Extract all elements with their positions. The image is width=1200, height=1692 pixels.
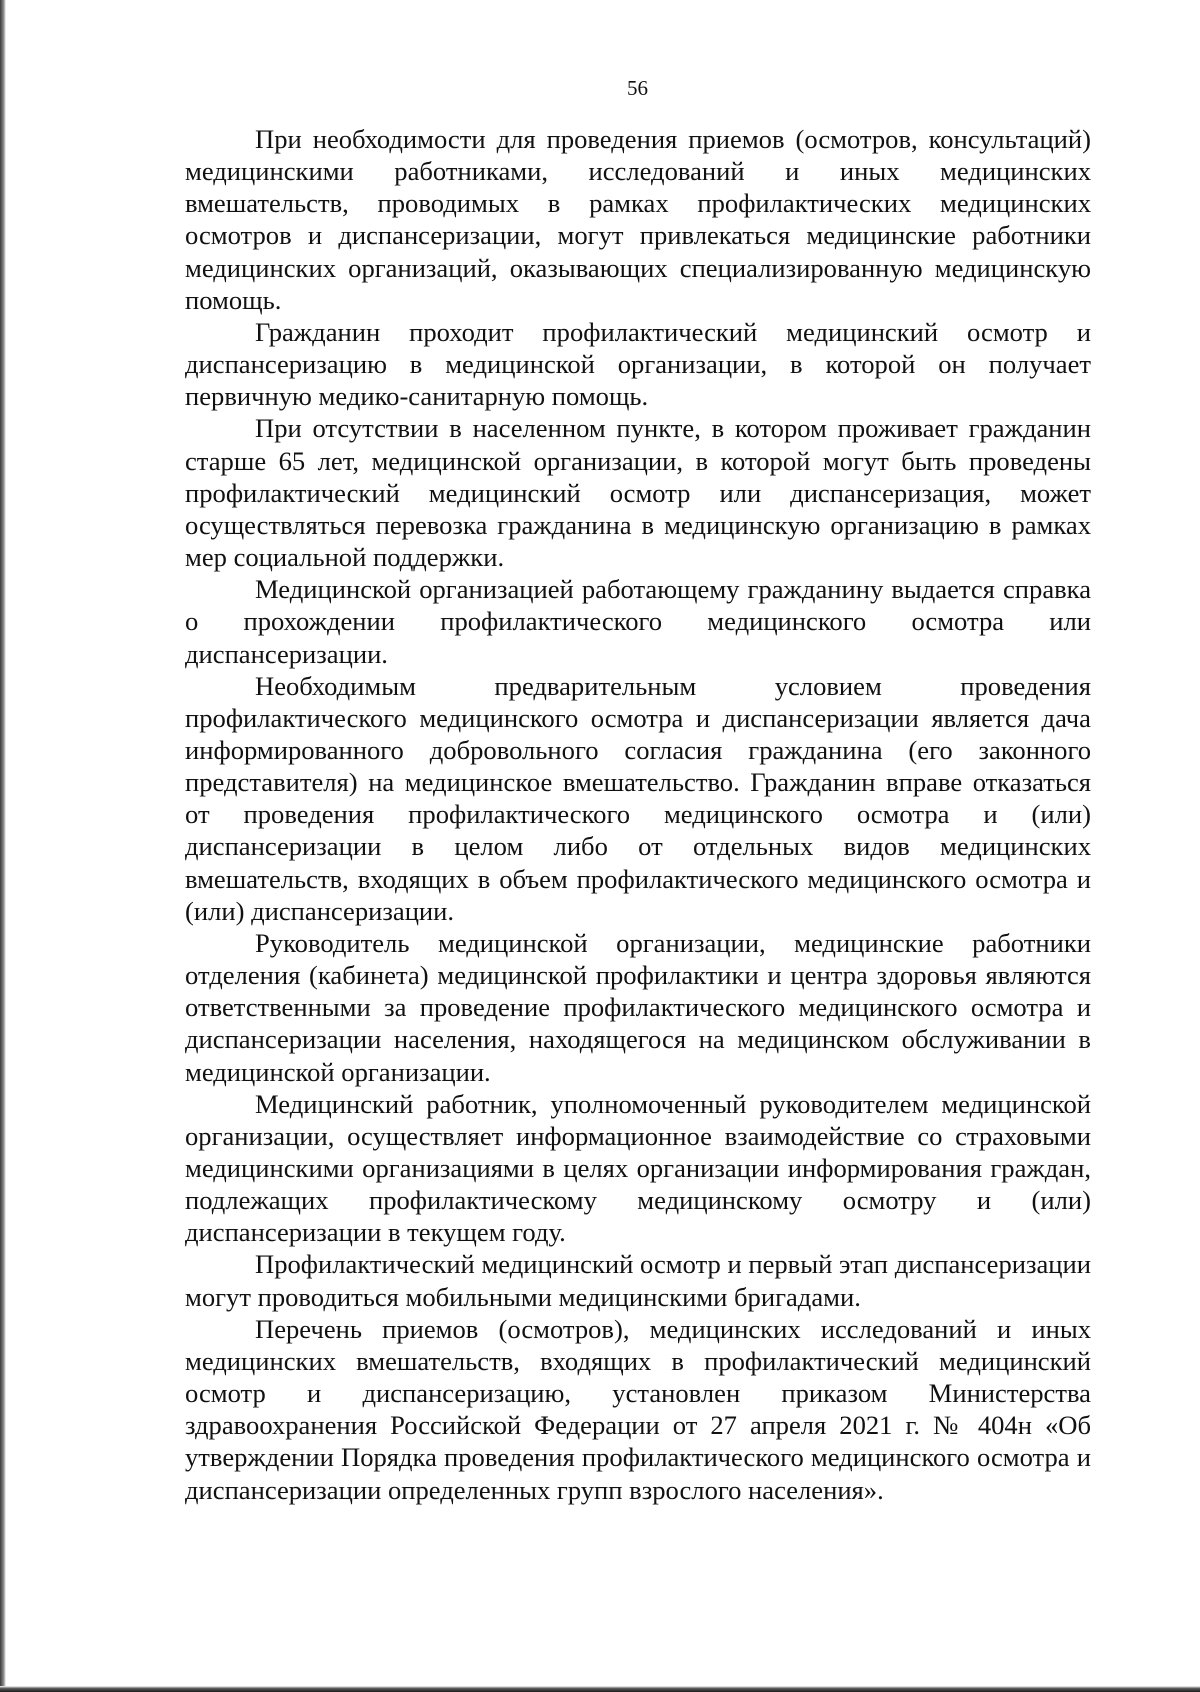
paragraph-1: При необходимости для проведения приемов (осмотров, консультаций) медицинскими работниками, исследований и иных медицинских вмешательств, проводимых в рамках профилактических медицинских осмотров и диспансеризации, могут привлекаться медицинские работники медицинских организаций, оказывающих специализированную медицинскую помощь. [185,124,1091,315]
paragraph-6: Руководитель медицинской организации, медицинские работники отделения (кабинета) медицинской профилактики и центра здоровья являются ответственными за проведение профилактического медицинского осмотра и диспансеризации населения, находящегося на медицинском обслуживании в медицинской организации. [185,927,1091,1087]
paragraph-7: Медицинский работник, уполномоченный руководителем медицинской организации, осуществляет информационное взаимодействие со страховыми медицинскими организациями в целях организации информирования граждан, подлежащих профилактическому медицинскому осмотру и (или) диспансеризации в текущем году. [185,1088,1091,1248]
paragraph-2: Гражданин проходит профилактический медицинский осмотр и диспансеризацию в медицинской организации, в которой он получает первичную медико-санитарную помощь. [185,316,1091,412]
paragraph-8: Профилактический медицинский осмотр и первый этап диспансеризации могут проводиться мобильными медицинскими бригадами. [185,1249,1091,1312]
document-body [185,123,1091,1506]
page-number: 56 [627,76,648,100]
scan-edge-bottom [0,1686,1200,1692]
paragraph-3: При отсутствии в населенном пункте, в котором проживает гражданин старше 65 лет, медицинской организации, в которой могут быть проведены профилактический медицинский осмотр или диспансеризация, может осуществляться перевозка гражданина в медицинскую организацию в рамках мер социальной поддержки. [185,413,1091,573]
scan-edge-left [0,0,6,1692]
paragraph-5: Необходимым предварительным условием проведения профилактического медицинского осмотра и диспансеризации является дача информированного добровольного согласия гражданина (его законного представителя) на медицинское вмешательство. Гражданин вправе отказаться от проведения профилактического медицинского осмотра и (или) диспансеризации в целом либо от отдельных видов медицинских вмешательств, входящих в объем профилактического медицинского осмотра и (или) диспансеризации. [185,670,1091,926]
paragraph-9: Перечень приемов (осмотров), медицинских исследований и иных медицинских вмешательств, входящих в профилактический медицинский осмотр и диспансеризацию, установлен приказом Министерства здравоохранения Российской Федерации от 27 апреля 2021 г. № 404н «Об утверждении Порядка проведения профилактического медицинского осмотра и диспансеризации определенных групп взрослого населения». [185,1313,1091,1505]
paragraph-4: Медицинской организацией работающему гражданину выдается справка о прохождении профилактического медицинского осмотра или диспансеризации. [185,574,1091,669]
